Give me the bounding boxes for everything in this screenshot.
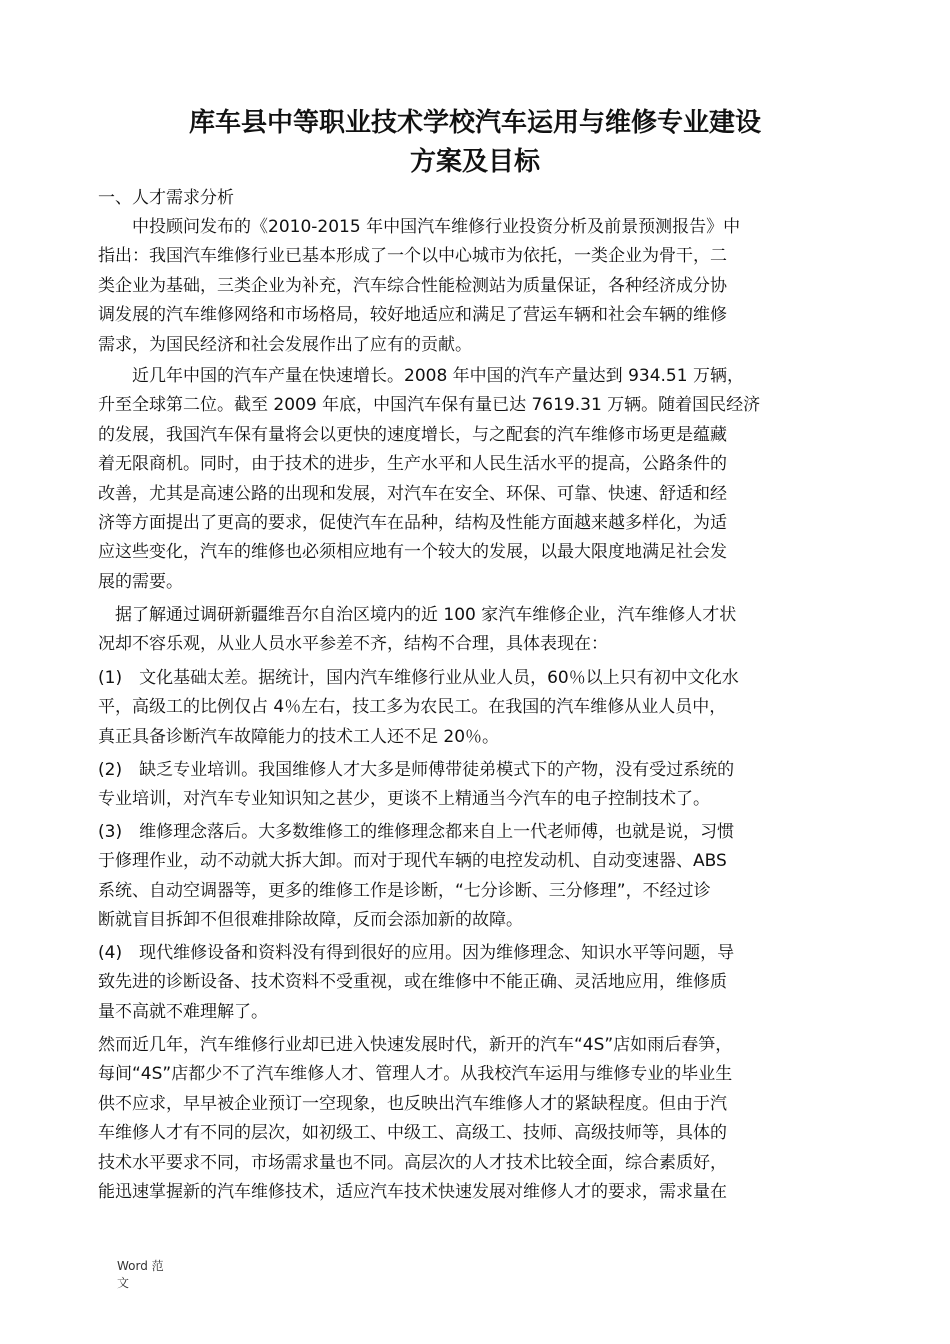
text-line: 供不应求，早早被企业预订一空现象，也反映出汽车维修人才的紧缺程度。但由于汽 — [98, 1093, 727, 1114]
text-line: 济等方面提出了更高的要求，促使汽车在品种，结构及性能方面越来越多样化，为适 — [98, 513, 727, 534]
text-line: 每间“4S”店都少不了汽车维修人才、管理人才。从我校汽车运用与维修专业的毕业生 — [98, 1064, 733, 1085]
list-item-4 — [98, 939, 858, 1027]
document-title-line-1: 库车县中等职业技术学校汽车运用与维修专业建设 — [188, 108, 761, 138]
page-footer — [117, 1258, 164, 1292]
text-line: 近几年中国的汽车产量在快速增长。2008 年中国的汽车产量达到 934.51 万辆， — [98, 366, 744, 386]
text-line: 类企业为基础，三类企业为补充，汽车综合性能检测站为质量保证，各种经济成分协 — [98, 275, 727, 296]
text-line: (1) 文化基础太差。据统计，国内汽车维修行业从业人员，60％以上只有初中文化水 — [98, 668, 739, 688]
list-item-3 — [98, 818, 858, 936]
text-line: 升至全球第二位。截至 2009 年底，中国汽车保有量已达 7619.31 万辆。随着国民经济 — [98, 395, 761, 416]
text-line: 调发展的汽车维修网络和市场格局，较好地适应和满足了营运车辆和社会车辆的维修 — [98, 305, 727, 326]
section-heading: 一、人才需求分析 — [98, 188, 234, 208]
text-line: 致先进的诊断设备、技术资料不受重视，或在维修中不能正确、灵活地应用，维修质 — [98, 972, 727, 993]
text-line: 然而近几年，汽车维修行业却已进入快速发展时代，新开的汽车“4S”店如雨后春笋， — [98, 1035, 733, 1055]
text-line: 量不高就不难理解了。 — [98, 1001, 268, 1022]
text-line: (4) 现代维修设备和资料没有得到很好的应用。因为维修理念、知识水平等问题，导 — [98, 943, 735, 963]
text-line: 着无限商机。同时，由于技术的进步，生产水平和人民生活水平的提高，公路条件的 — [98, 454, 727, 475]
text-line: 能迅速掌握新的汽车维修技术，适应汽车技术快速发展对维修人才的要求，需求量在 — [98, 1182, 727, 1203]
text-line: 展的需要。 — [98, 571, 183, 592]
paragraph-4s-shops — [98, 1031, 858, 1207]
text-line: 技术水平要求不同，市场需求量也不同。高层次的人才技术比较全面，综合素质好， — [98, 1152, 727, 1173]
text-line: 系统、自动空调器等，更多的维修工作是诊断，“七分诊断、三分修理”，不经过诊 — [98, 880, 711, 901]
text-line: 车维修人才有不同的层次，如初级工、中级工、高级工、技师、高级技师等，具体的 — [98, 1123, 727, 1144]
paragraph-survey — [98, 601, 858, 660]
list-item-1 — [98, 664, 858, 752]
text-line: 指出：我国汽车维修行业已基本形成了一个以中心城市为依托，一类企业为骨干，二 — [98, 246, 727, 267]
document-title-line-2: 方案及目标 — [409, 147, 540, 177]
text-line: (3) 维修理念落后。大多数维修工的维修理念都来自上一代老师傅，也就是说，习惯 — [98, 822, 735, 842]
text-line: 于修理作业，动不动就大拆大卸。而对于现代车辆的电控发动机、自动变速器、ABS — [98, 851, 727, 872]
text-line: (2) 缺乏专业培训。我国维修人才大多是师傅带徒弟模式下的产物，没有受过系统的 — [98, 760, 735, 780]
text-line: 的发展，我国汽车保有量将会以更快的速度增长，与之配套的汽车维修市场更是蕴藏 — [98, 424, 727, 445]
footer-line: Word 范 — [117, 1259, 164, 1273]
text-line: 据了解通过调研新疆维吾尔自治区境内的近 100 家汽车维修企业，汽车维修人才状 — [98, 605, 737, 625]
text-line: 中投顾问发布的《2010-2015 年中国汽车维修行业投资分析及前景预测报告》中 — [98, 217, 741, 237]
text-line: 况却不容乐观，从业人员水平参差不齐，结构不合理，具体表现在： — [98, 634, 608, 655]
text-line: 专业培训，对汽车专业知识知之甚少，更谈不上精通当今汽车的电子控制技术了。 — [98, 789, 710, 810]
text-line: 应这些变化，汽车的维修也必须相应地有一个较大的发展，以最大限度地满足社会发 — [98, 542, 727, 563]
text-line: 真正具备诊断汽车故障能力的技术工人还不足 20％。 — [98, 726, 500, 747]
list-item-2 — [98, 756, 858, 815]
text-line: 平，高级工的比例仅占 4％左右，技工多为农民工。在我国的汽车维修从业人员中， — [98, 697, 727, 718]
text-line: 断就盲目拆卸不但很难排除故障，反而会添加新的故障。 — [98, 910, 523, 931]
footer-line: 文 — [117, 1276, 130, 1290]
paragraph-car-production — [98, 362, 858, 597]
text-line: 需求，为国民经济和社会发展作出了应有的贡献。 — [98, 334, 472, 355]
paragraph-market-report — [98, 213, 858, 360]
text-line: 改善，尤其是高速公路的出现和发展，对汽车在安全、环保、可靠、快速、舒适和经 — [98, 483, 727, 504]
